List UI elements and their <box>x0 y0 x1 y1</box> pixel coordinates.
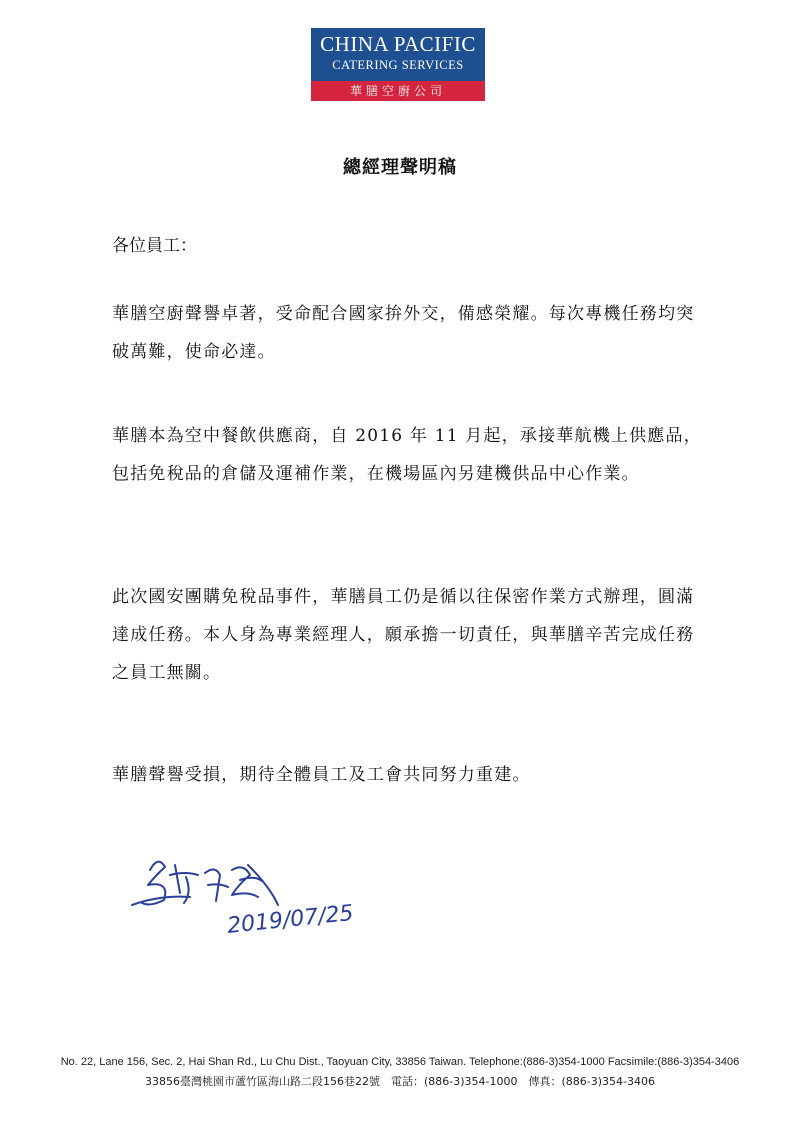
paragraph-3: 此次國安團購免稅品事件，華膳員工仍是循以往保密作業方式辦理，圓滿達成任務。本人身為專業經理人，願承擔一切責任，與華膳辛苦完成任務之員工無關。 <box>112 587 695 683</box>
paragraph-2: 華膳本為空中餐飲供應商，自 2016 年 11 月起，承接華航機上供應品，包括免稅品的倉儲及運補作業，在機場區內另建機供品中心作業。 <box>112 426 702 484</box>
logo-line1: CHINA PACIFIC <box>320 32 476 56</box>
company-logo <box>311 28 485 101</box>
footer-address-chinese: 33856臺灣桃園市蘆竹區海山路二段156巷22號 電話：(886-3)354-1000 傳真：(886-3)354-3406 <box>145 1075 655 1088</box>
signature-date: 2019/07/25 <box>226 900 355 939</box>
footer-address-english: No. 22, Lane 156, Sec. 2, Hai Shan Rd., Lu Chu Dist., Taoyuan City, 33856 Taiwan. Telephone:(886-3)354-1000 Facsimile:(886-3)354-3406 <box>60 1056 740 1068</box>
salutation: 各位員工： <box>112 236 197 256</box>
logo-chinese-name: 華膳空廚公司 <box>311 81 485 101</box>
document-title: 總經理聲明稿 <box>343 157 457 178</box>
paragraph-1: 華膳空廚聲譽卓著，受命配合國家拚外交，備感榮耀。每次專機任務均突破萬難，使命必達。 <box>112 304 695 362</box>
paragraph-4: 華膳聲譽受損，期待全體員工及工會共同努力重建。 <box>112 765 531 785</box>
logo-banner <box>311 28 485 81</box>
logo-line2: CATERING SERVICES <box>332 58 464 72</box>
signature-strokes <box>132 862 278 905</box>
handwritten-signature <box>120 845 370 955</box>
